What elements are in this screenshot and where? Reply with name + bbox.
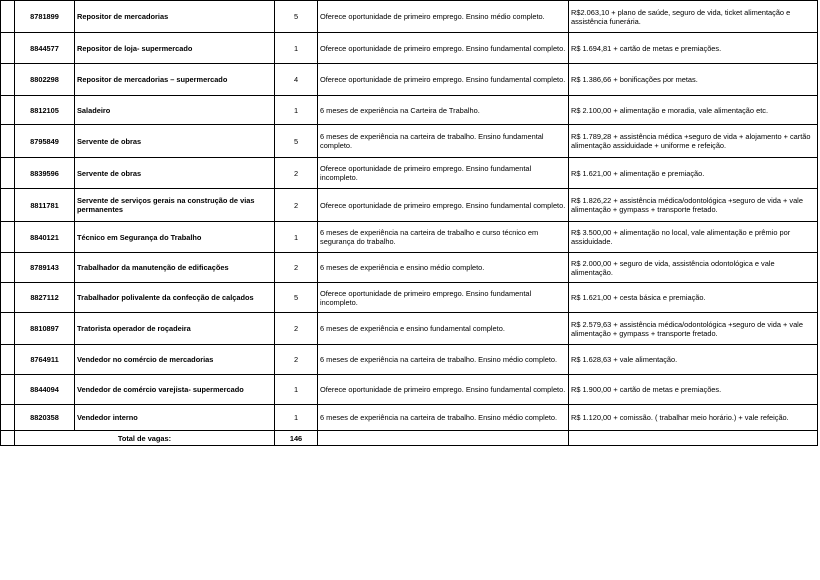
row-margin-cell — [1, 431, 15, 446]
salary-benefits: R$ 1.789,28 + assistência médica +seguro de vida + alojamento + cartão alimentação assiduidade + uniforme e refeição. — [569, 125, 818, 158]
requirements: 6 meses de experiência na carteira de trabalho. Ensino fundamental completo. — [318, 125, 569, 158]
table-row — [1, 253, 818, 283]
table-row — [1, 33, 818, 64]
job-title: Saladeiro — [75, 96, 275, 125]
row-margin-cell — [1, 33, 15, 64]
job-title: Repositor de mercadorias — [75, 1, 275, 33]
salary-benefits: R$ 1.826,22 + assistência médica/odontológica +seguro de vida + vale alimentação + gympass + transporte fretado. — [569, 189, 818, 222]
table-row — [1, 125, 818, 158]
job-title: Trabalhador polivalente da confecção de calçados — [75, 283, 275, 313]
job-code: 8812105 — [15, 96, 75, 125]
table-row — [1, 64, 818, 96]
salary-benefits: R$ 2.000,00 + seguro de vida, assistência odontológica e vale alimentação. — [569, 253, 818, 283]
vacancy-count: 2 — [275, 345, 318, 375]
vacancy-count: 2 — [275, 158, 318, 189]
salary-benefits: R$ 1.120,00 + comissão. ( trabalhar meio horário.) + vale refeição. — [569, 405, 818, 431]
salary-benefits: R$2.063,10 + plano de saúde, seguro de vida, ticket alimentação e assistência funerária. — [569, 1, 818, 33]
row-margin-cell — [1, 375, 15, 405]
vacancy-count: 5 — [275, 1, 318, 33]
table-row — [1, 96, 818, 125]
job-code: 8827112 — [15, 283, 75, 313]
job-title: Técnico em Segurança do Trabalho — [75, 222, 275, 253]
row-margin-cell — [1, 125, 15, 158]
job-code: 8820358 — [15, 405, 75, 431]
vacancy-count: 5 — [275, 283, 318, 313]
salary-benefits: R$ 2.100,00 + alimentação e moradia, vale alimentação etc. — [569, 96, 818, 125]
salary-benefits: R$ 1.621,00 + cesta básica e premiação. — [569, 283, 818, 313]
vacancy-count: 5 — [275, 125, 318, 158]
vacancy-count: 1 — [275, 375, 318, 405]
row-margin-cell — [1, 345, 15, 375]
job-code: 8810897 — [15, 313, 75, 345]
job-code: 8795849 — [15, 125, 75, 158]
requirements: 6 meses de experiência e ensino fundamental completo. — [318, 313, 569, 345]
requirements: Oferece oportunidade de primeiro emprego. Ensino fundamental incompleto. — [318, 283, 569, 313]
table-row — [1, 375, 818, 405]
table-row — [1, 189, 818, 222]
job-title: Repositor de mercadorias – supermercado — [75, 64, 275, 96]
table-row — [1, 283, 818, 313]
job-title: Repositor de loja- supermercado — [75, 33, 275, 64]
job-title: Vendedor de comércio varejista- supermercado — [75, 375, 275, 405]
vacancy-count: 1 — [275, 33, 318, 64]
row-margin-cell — [1, 313, 15, 345]
job-code: 8840121 — [15, 222, 75, 253]
vacancy-count: 4 — [275, 64, 318, 96]
total-row — [1, 431, 818, 446]
salary-benefits: R$ 1.386,66 + bonificações por metas. — [569, 64, 818, 96]
job-code: 8764911 — [15, 345, 75, 375]
vacancy-count: 2 — [275, 313, 318, 345]
table-row — [1, 405, 818, 431]
total-value: 146 — [275, 431, 318, 446]
row-margin-cell — [1, 189, 15, 222]
job-code: 8839596 — [15, 158, 75, 189]
job-code: 8802298 — [15, 64, 75, 96]
salary-benefits: R$ 1.694,81 + cartão de metas e premiações. — [569, 33, 818, 64]
empty-cell — [569, 431, 818, 446]
job-code: 8781899 — [15, 1, 75, 33]
requirements: 6 meses de experiência na carteira de trabalho. Ensino médio completo. — [318, 345, 569, 375]
vacancy-count: 1 — [275, 96, 318, 125]
job-title: Servente de serviços gerais na construção de vias permanentes — [75, 189, 275, 222]
requirements: Oferece oportunidade de primeiro emprego. Ensino fundamental completo. — [318, 375, 569, 405]
salary-benefits: R$ 1.628,63 + vale alimentação. — [569, 345, 818, 375]
requirements: 6 meses de experiência e ensino médio completo. — [318, 253, 569, 283]
requirements: Oferece oportunidade de primeiro emprego. Ensino fundamental completo. — [318, 33, 569, 64]
job-code: 8811781 — [15, 189, 75, 222]
vacancy-count: 1 — [275, 222, 318, 253]
row-margin-cell — [1, 1, 15, 33]
job-title: Vendedor no comércio de mercadorias — [75, 345, 275, 375]
table-row — [1, 313, 818, 345]
requirements: Oferece oportunidade de primeiro emprego. Ensino fundamental completo. — [318, 189, 569, 222]
row-margin-cell — [1, 405, 15, 431]
job-code: 8789143 — [15, 253, 75, 283]
job-title: Servente de obras — [75, 125, 275, 158]
requirements: Oferece oportunidade de primeiro emprego. Ensino fundamental completo. — [318, 64, 569, 96]
row-margin-cell — [1, 158, 15, 189]
vacancy-count: 1 — [275, 405, 318, 431]
job-title: Trabalhador da manutenção de edificações — [75, 253, 275, 283]
table-row — [1, 158, 818, 189]
empty-cell — [318, 431, 569, 446]
job-title: Vendedor interno — [75, 405, 275, 431]
job-title: Tratorista operador de roçadeira — [75, 313, 275, 345]
salary-benefits: R$ 1.621,00 + alimentação e premiação. — [569, 158, 818, 189]
table-row — [1, 345, 818, 375]
row-margin-cell — [1, 96, 15, 125]
vacancy-count: 2 — [275, 253, 318, 283]
requirements: 6 meses de experiência na carteira de trabalho. Ensino médio completo. — [318, 405, 569, 431]
job-title: Servente de obras — [75, 158, 275, 189]
salary-benefits: R$ 3.500,00 + alimentação no local, vale alimentação e prêmio por assiduidade. — [569, 222, 818, 253]
table-row — [1, 222, 818, 253]
requirements: Oferece oportunidade de primeiro emprego. Ensino fundamental incompleto. — [318, 158, 569, 189]
requirements: 6 meses de experiência na Carteira de Trabalho. — [318, 96, 569, 125]
table-row — [1, 1, 818, 33]
requirements: Oferece oportunidade de primeiro emprego. Ensino médio completo. — [318, 1, 569, 33]
vacancy-count: 2 — [275, 189, 318, 222]
total-label: Total de vagas: — [15, 431, 275, 446]
job-code: 8844094 — [15, 375, 75, 405]
table-body — [1, 1, 818, 446]
job-code: 8844577 — [15, 33, 75, 64]
row-margin-cell — [1, 64, 15, 96]
row-margin-cell — [1, 253, 15, 283]
salary-benefits: R$ 2.579,63 + assistência médica/odontológica +seguro de vida + vale alimentação + gympass + transporte fretado. — [569, 313, 818, 345]
row-margin-cell — [1, 222, 15, 253]
salary-benefits: R$ 1.900,00 + cartão de metas e premiações. — [569, 375, 818, 405]
requirements: 6 meses de experiência na carteira de trabalho e curso técnico em segurança do trabalho. — [318, 222, 569, 253]
row-margin-cell — [1, 283, 15, 313]
